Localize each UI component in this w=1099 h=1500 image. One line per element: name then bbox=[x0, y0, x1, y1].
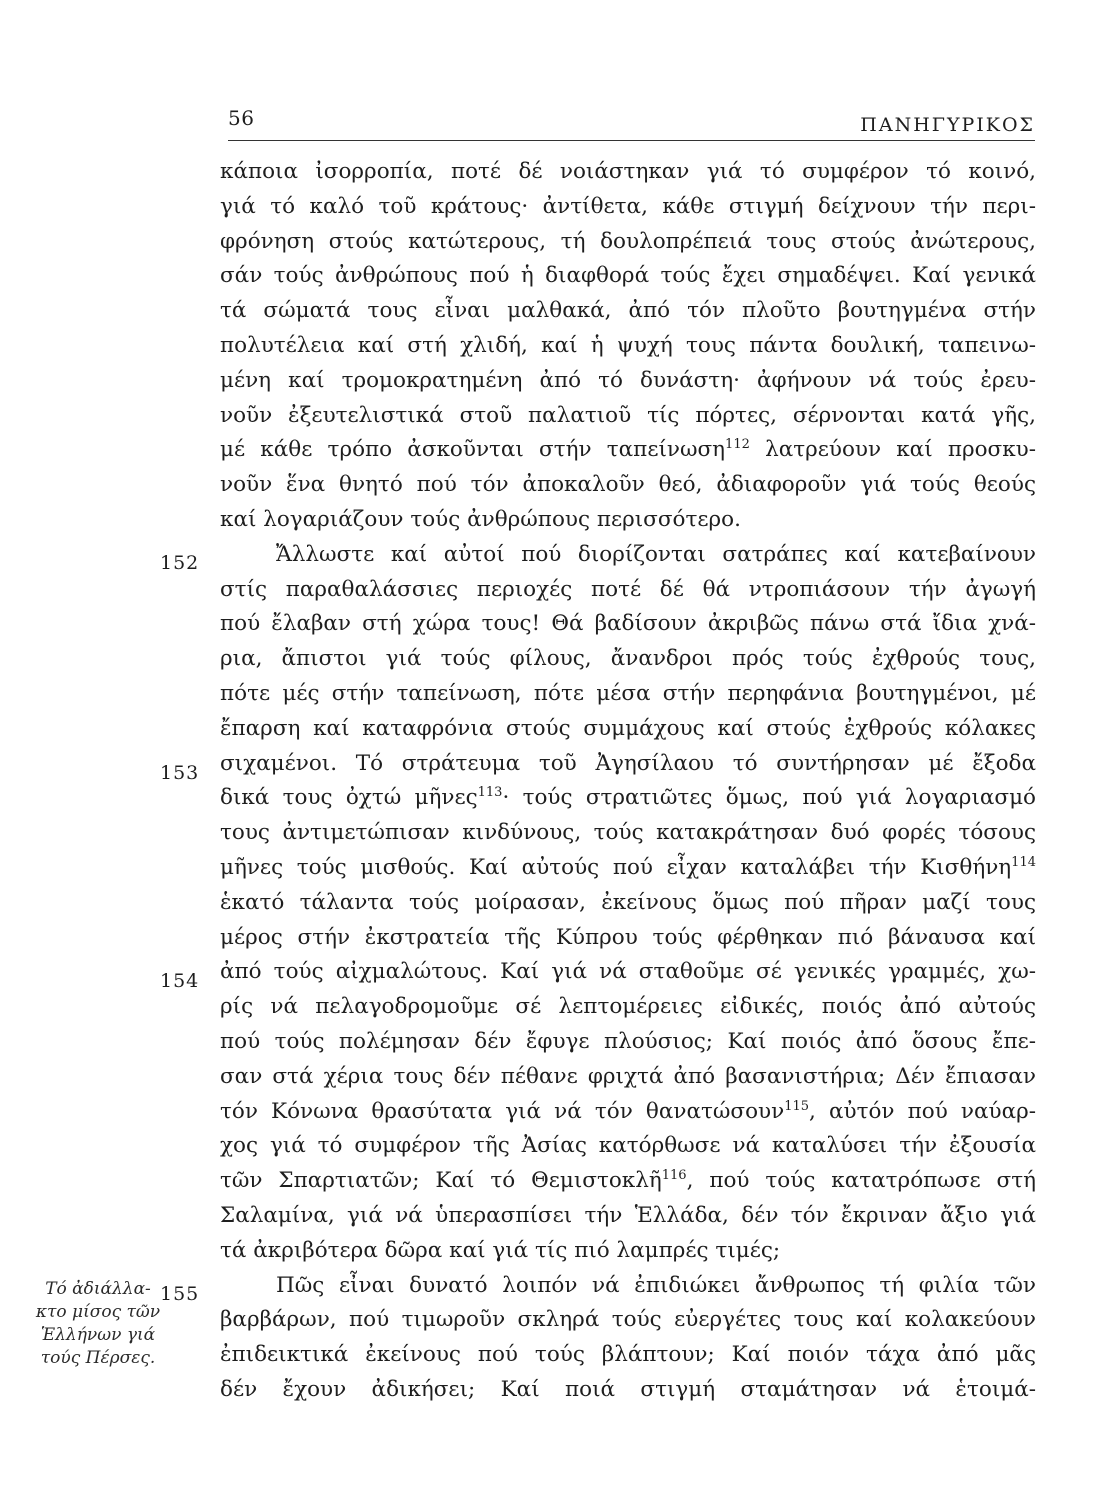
text-line: ἀπό τούς αἰχμαλώτους. Καί γιά νά σταθοῦμε σέ γενικές γραμμές, χω- bbox=[220, 959, 1036, 985]
section-number-154: 154 bbox=[160, 970, 200, 992]
text-line: κάποια ἰσορροπία, ποτέ δέ νοιάστηκαν γιά τό συμφέρον τό κοινό, bbox=[220, 159, 1036, 184]
margin-note-line: τούς Πέρσες. bbox=[40, 1348, 156, 1368]
text-line: πότε μές στήν ταπείνωση, πότε μέσα στήν περηφάνια βουτηγμένοι, μέ bbox=[220, 680, 1036, 706]
text-line: τά ἀκριβότερα δῶρα καί γιά τίς πιό λαμπρές τιμές; bbox=[220, 1237, 781, 1263]
text-line: πού ἔλαβαν στή χώρα τους! Θά βαδίσουν ἀκριβῶς πάνω στά ἴδια χνά- bbox=[220, 611, 1036, 637]
text-line: στίς παραθαλάσσιες περιοχές ποτέ δέ θά ντροπιάσουν τήν ἀγωγή bbox=[220, 576, 1036, 602]
margin-note-line: κτο μίσος τῶν bbox=[35, 1302, 161, 1322]
section-number-155: 155 bbox=[160, 1283, 200, 1305]
margin-note bbox=[18, 1278, 178, 1370]
text-segment: δικά τους ὀχτώ μῆνες bbox=[220, 785, 478, 811]
text-line: δέν ἔχουν ἀδικήσει; Καί ποιά στιγμή σταμάτησαν νά ἑτοιμά- bbox=[220, 1376, 1036, 1402]
footnote-ref-116: 116 bbox=[661, 1168, 687, 1184]
text-line bbox=[220, 851, 1036, 886]
text-line: γιά τό καλό τοῦ κράτους· ἀντίθετα, κάθε στιγμή δείχνουν τήν περι- bbox=[220, 193, 1036, 219]
footnote-ref-113: 113 bbox=[477, 785, 503, 801]
text-line: ἐπιδεικτικά ἐκείνους πού τούς βλάπτουν; Καί ποιόν τάχα ἀπό μᾶς bbox=[220, 1342, 1036, 1368]
margin-note-line: Ἑλλήνων γιά bbox=[40, 1325, 156, 1345]
footnote-ref-114: 114 bbox=[1011, 854, 1036, 870]
text-line: τους ἀντιμετώπισαν κινδύνους, τούς κατακράτησαν δυό φορές τόσους bbox=[220, 820, 1036, 846]
text-line: μέρος στήν ἐκστρατεία τῆς Κύπρου τούς φέρθηκαν πιό βάναυσα καί bbox=[220, 924, 1036, 950]
text-line: Σαλαμίνα, γιά νά ὑπερασπίσει τήν Ἑλλάδα, δέν τόν ἔκριναν ἄξιο γιά bbox=[220, 1202, 1036, 1228]
text-line bbox=[220, 1164, 1036, 1199]
text-segment: λατρεύουν καί προσκυ- bbox=[749, 437, 1036, 463]
section-number-152: 152 bbox=[160, 552, 200, 574]
text-line bbox=[220, 781, 1036, 816]
text-segment: τῶν Σπαρτιατῶν; Καί τό Θεμιστοκλῆ bbox=[220, 1168, 662, 1194]
text-line: ρια, ἄπιστοι γιά τούς φίλους, ἄνανδροι πρός τούς ἐχθρούς τους, bbox=[220, 646, 1036, 672]
page-number: 56 bbox=[228, 106, 255, 130]
text-line: Πῶς εἶναι δυνατό λοιπόν νά ἐπιδιώκει ἄνθρωπος τή φιλία τῶν bbox=[276, 1272, 1036, 1298]
text-line: νοῦν ἕνα θνητό πού τόν ἀποκαλοῦν θεό, ἀδιαφοροῦν γιά τούς θεούς bbox=[220, 472, 1036, 498]
text-segment: · τούς στρατιῶτες ὅμως, πού γιά λογαριασμό bbox=[502, 785, 1036, 811]
header-rule bbox=[228, 140, 1035, 141]
text-line: ἔπαρση καί καταφρόνια στούς συμμάχους καί στούς ἐχθρούς κόλακες bbox=[220, 715, 1036, 741]
body-text bbox=[220, 155, 1036, 1408]
text-segment: μῆνες τούς μισθούς. Καί αὐτούς πού εἶχαν καταλάβει τήν Κισθήνη bbox=[220, 854, 1012, 880]
text-line bbox=[220, 1095, 1036, 1130]
text-line: πολυτέλεια καί στή χλιδή, καί ἡ ψυχή τους πάντα δουλική, ταπεινω- bbox=[220, 332, 1036, 358]
text-line: τά σώματά τους εἶναι μαλθακά, ἀπό τόν πλοῦτο βουτηγμένα στήν bbox=[220, 298, 1036, 324]
footnote-ref-112: 112 bbox=[725, 437, 750, 453]
text-line bbox=[220, 433, 1036, 468]
text-line: σάν τούς ἀνθρώπους πού ἡ διαφθορά τούς ἔχει σημαδέψει. Καί γενικά bbox=[220, 263, 1036, 289]
text-segment: , αὐτόν πού ναύαρ- bbox=[809, 1098, 1036, 1124]
text-segment: μέ κάθε τρόπο ἀσκοῦνται στήν ταπείνωση bbox=[220, 437, 726, 463]
text-segment: τόν Κόνωνα θρασύτατα γιά νά τόν θανατώσουν bbox=[220, 1098, 785, 1124]
text-line: φρόνηση στούς κατώτερους, τή δουλοπρέπειά τους στούς ἀνώτερους, bbox=[220, 228, 1036, 254]
text-line: νοῦν ἐξευτελιστικά στοῦ παλατιοῦ τίς πόρτες, σέρνονται κατά γῆς, bbox=[220, 402, 1036, 428]
text-line: σιχαμένοι. Τό στράτευμα τοῦ Ἀγησίλαου τό συντήρησαν μέ ἔξοδα bbox=[220, 750, 1036, 776]
text-line: καί λογαριάζουν τούς ἀνθρώπους περισσότερο. bbox=[220, 506, 741, 532]
text-line: ἑκατό τάλαντα τούς μοίρασαν, ἐκείνους ὅμως πού πῆραν μαζί τους bbox=[220, 889, 1036, 915]
text-line: ρίς νά πελαγοδρομοῦμε σέ λεπτομέρειες εἰδικές, ποιός ἀπό αὐτούς bbox=[220, 994, 1036, 1020]
text-line: πού τούς πολέμησαν δέν ἔφυγε πλούσιος; Καί ποιός ἀπό ὅσους ἔπε- bbox=[220, 1028, 1036, 1054]
text-line: χος γιά τό συμφέρον τῆς Ἀσίας κατόρθωσε νά καταλύσει τήν ἐξουσία bbox=[220, 1133, 1036, 1159]
text-line: Ἄλλωστε καί αὐτοί πού διορίζονται σατράπες καί κατεβαίνουν bbox=[276, 541, 1036, 567]
text-line: μένη καί τρομοκρατημένη ἀπό τό δυνάστη· ἀφήνουν νά τούς ἐρευ- bbox=[220, 367, 1036, 393]
margin-note-line: Τό ἀδιάλλα- bbox=[45, 1279, 151, 1299]
text-line: βαρβάρων, πού τιμωροῦν σκληρά τούς εὐεργέτες τους καί κολακεύουν bbox=[220, 1307, 1036, 1333]
section-number-153: 153 bbox=[160, 762, 200, 784]
text-line: σαν στά χέρια τους δέν πέθανε φριχτά ἀπό βασανιστήρια; Δέν ἔπιασαν bbox=[220, 1063, 1036, 1089]
running-head: ΠΑΝΗΓΥΡΙΚΟΣ bbox=[860, 114, 1035, 136]
footnote-ref-115: 115 bbox=[784, 1098, 810, 1114]
text-segment: , πού τούς κατατρόπωσε στή bbox=[686, 1168, 1036, 1194]
